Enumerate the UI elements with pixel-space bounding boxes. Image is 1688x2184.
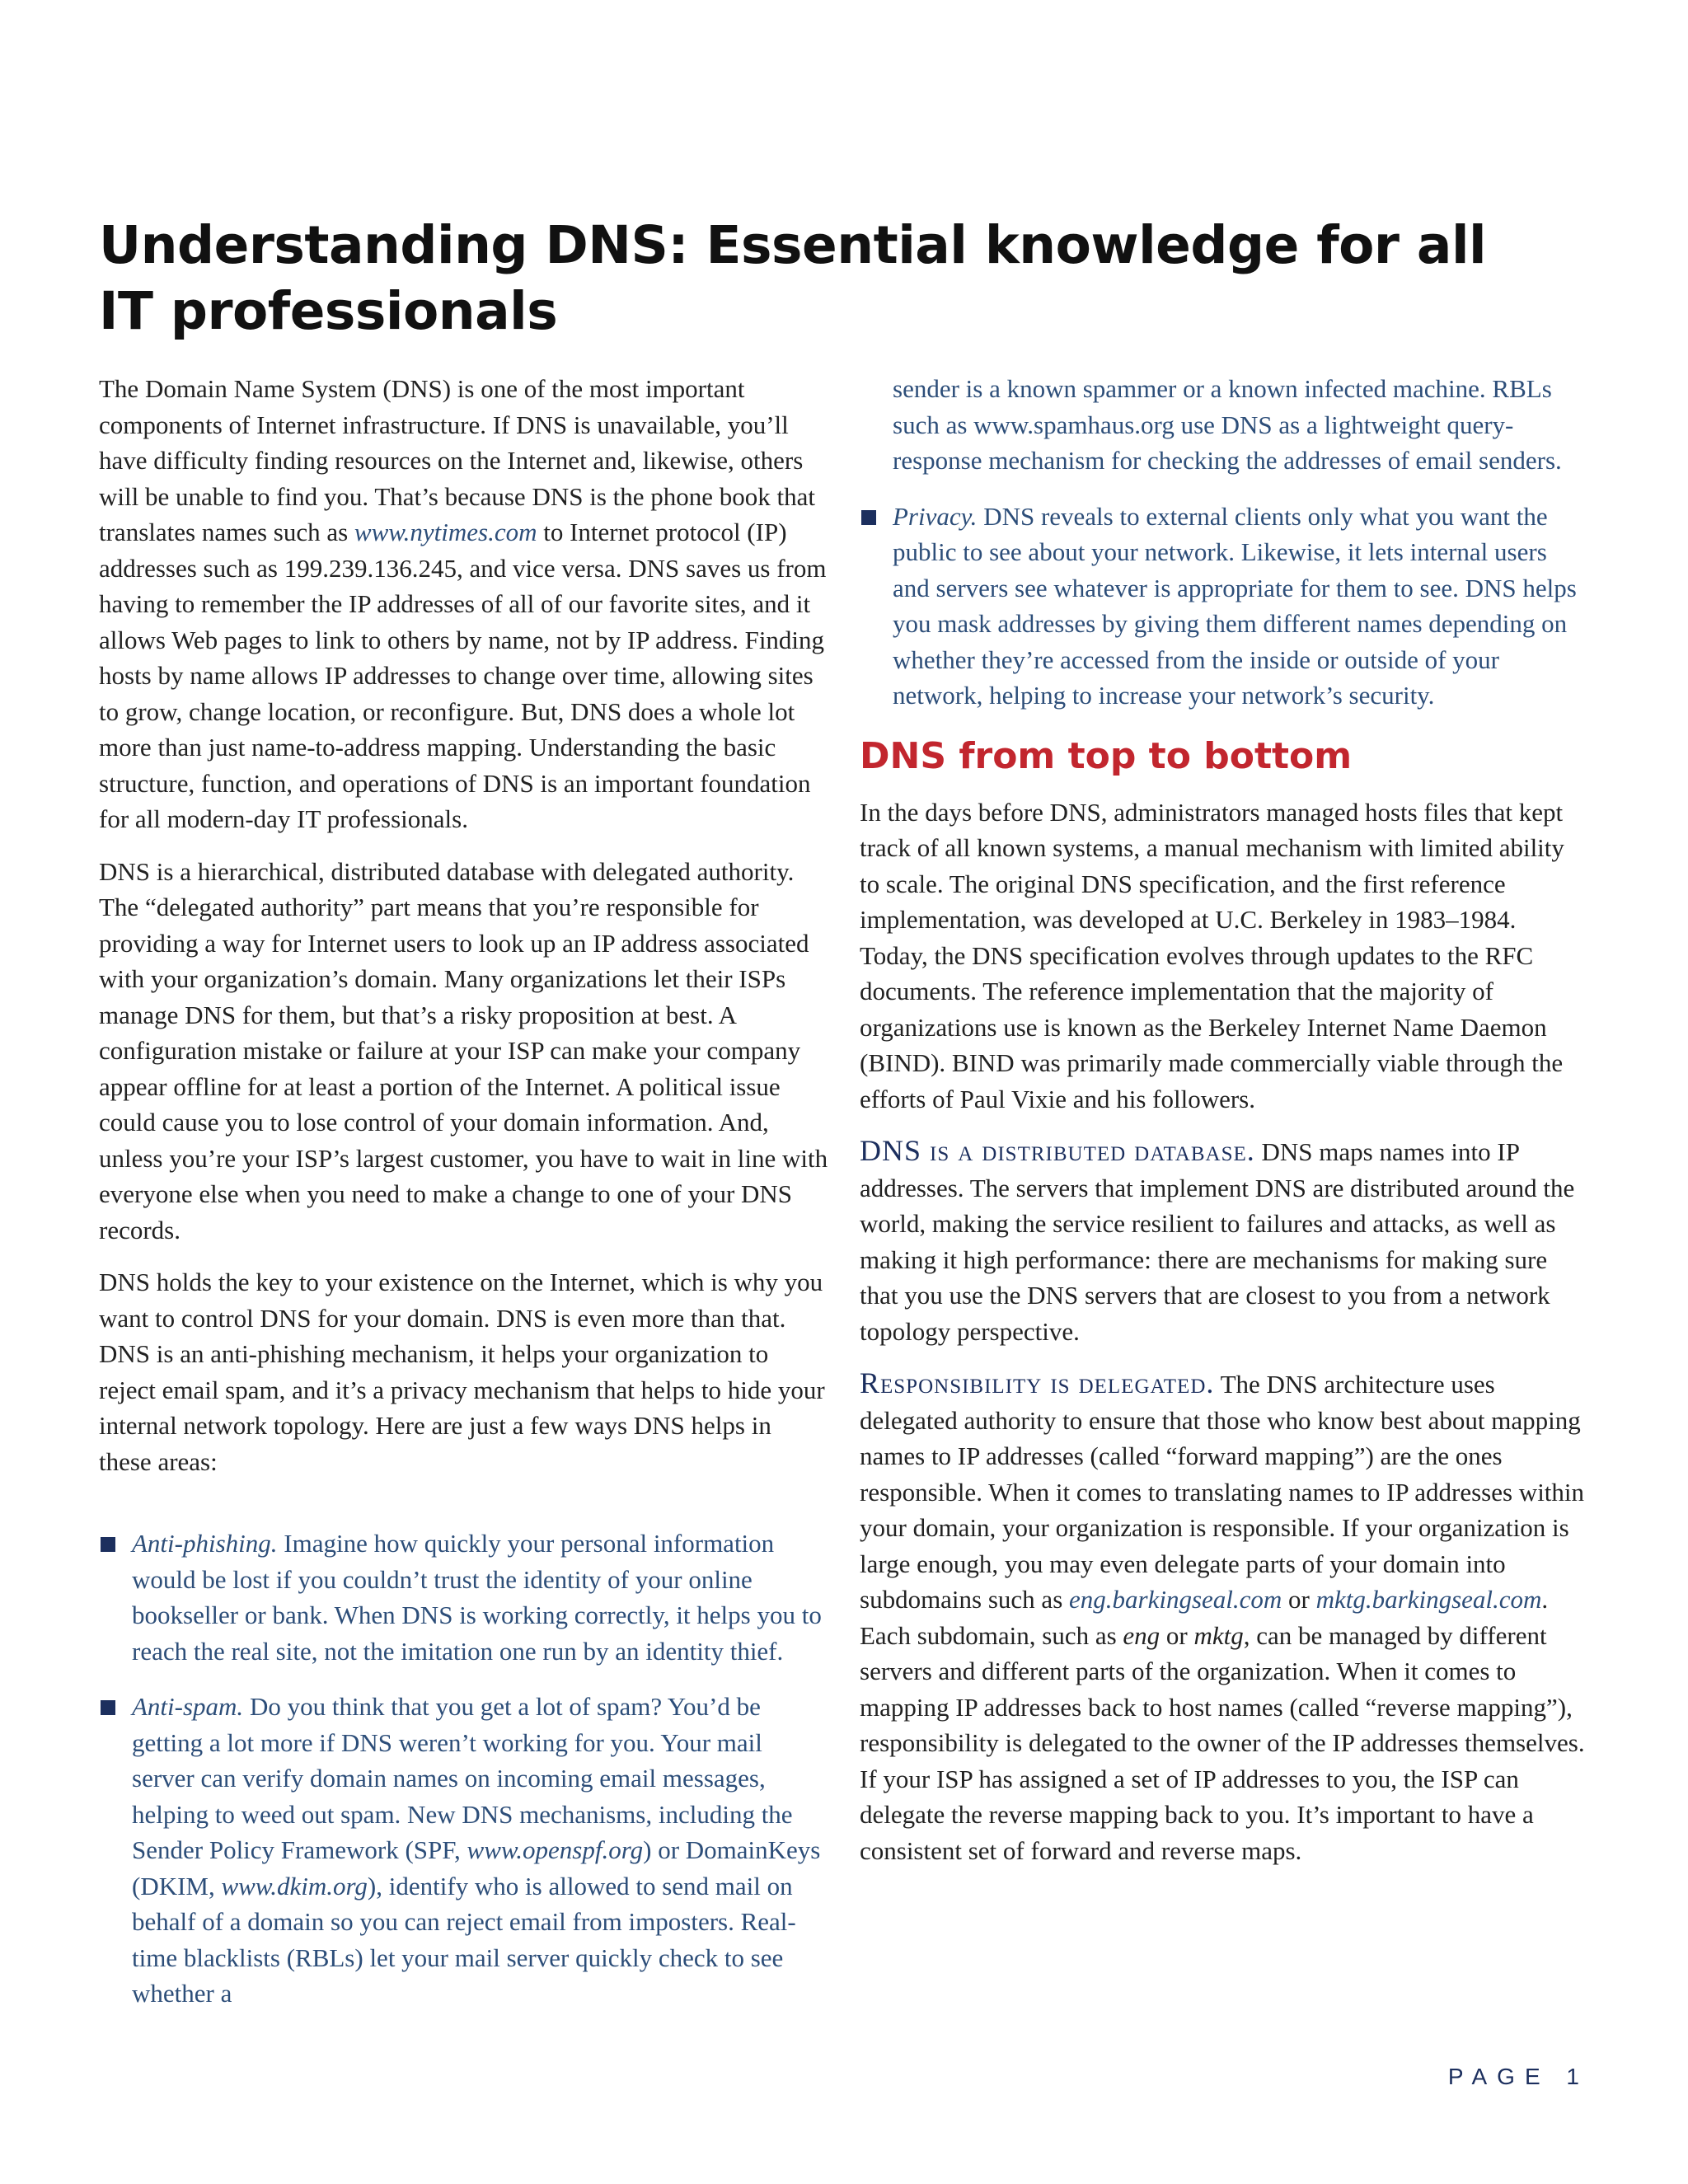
text-run: to Internet protocol (IP) addresses such as 199.239.136.245, and vice versa. DNS saves us from having to remember the IP addresses of all of our favorite sites, and it allows Web pages to link to others by name, not by IP address. Finding hosts by name allows IP addresses to change over time, allowing sites to grow, change location, or reconfigure. But, DNS does a whole lot more than just name-to-address mapping. Understanding the basic structure, function, and operations of DNS is an important foundation for all modern-day IT professionals. — [99, 518, 827, 833]
benefits-list-continued — [860, 499, 1589, 714]
text-run: DNS maps names into IP addresses. The servers that implement DNS are distributed around the world, making the service resilient to failures and attacks, as well as making it high performance: there are mechanisms for making sure that you use the DNS servers that are closest to you from a network topology perspective. — [860, 1137, 1575, 1346]
list-item-privacy — [860, 499, 1589, 714]
text-run: The DNS architecture uses delegated authority to ensure that those who know best about mapping names to IP addresses (called “forward mapping”) are the ones responsible. When it comes to translating names to IP addresses within your domain, your organization is responsible. If your organization is large enough, you may even delegate parts of your domain into subdomains such as — [860, 1370, 1585, 1614]
hierarchy-paragraph: DNS is a hierarchical, distributed database with delegated authority. The “delegated authority” part means that you’re responsible for providing a way for Internet users to look up an IP address associated with your organization’s domain. Many organizations let their ISPs manage DNS for them, but that’s a risky proposition at best. A configuration mistake or failure at your ISP can make your company appear offline for at least a portion of the Internet. A political issue could cause you to lose control of your domain information. And, unless you’re your ISP’s largest customer, you have to wait in line with everyone else when you need to make a change to one of your DNS records. — [99, 856, 828, 1244]
intro-paragraph — [99, 371, 828, 837]
anti-spam-continuation: sender is a known spammer or a known infected machine. RBLs such as www.spamhaus.org use DNS as a lightweight query-response mechanism for checking the addresses of email senders. — [893, 374, 1562, 475]
bullet-label: Anti-phishing. — [132, 1529, 278, 1558]
text-run: The Domain Name System (DNS) is one of the most important components of Internet infrastructure. If DNS is unavailable, you’ll have difficulty finding resources on the Internet and, likewise, others will be unable to find you. That’s because DNS is the phone book that translates names such as — [99, 374, 815, 546]
left-column — [99, 371, 828, 2032]
nytimes-link[interactable]: www.nytimes.com — [354, 518, 537, 546]
openspf-link[interactable]: www.openspf.org — [467, 1835, 644, 1864]
bullet-text: Imagine how quickly your personal information would be lost if you couldn’t trust the identity of your online bookseller or bank. When DNS is working correctly, it helps you to reach the real site, not the imitation one run by an identity thief. — [132, 1529, 822, 1666]
right-column — [860, 371, 1589, 1885]
text-run: eng — [1123, 1620, 1160, 1650]
text-run: or — [1160, 1620, 1194, 1650]
bullet-square-icon — [101, 1537, 115, 1552]
delegation-paragraph — [860, 1366, 1589, 1868]
text-run: mktg — [1193, 1620, 1244, 1650]
list-item-anti-phishing — [99, 1526, 828, 1669]
section-heading: DNS from top to bottom — [860, 734, 1353, 777]
page-number: PAGE 1 — [1447, 2064, 1589, 2089]
bullet-text: Do you think that you get a lot of spam? You’d be getting a lot more if DNS weren’t working for you. Your mail server can verify domain names on incoming email messages, helping to weed out spam. New DNS mechanisms, including the Sender Policy Framework (SPF, — [132, 1692, 793, 1864]
text-run: or — [1282, 1585, 1316, 1614]
existence-paragraph: DNS holds the key to your existence on the Internet, which is why you want to control DNS for your domain. DNS is even more than that. DNS is an anti-phishing mechanism, it helps your organization to reject email spam, and it’s a privacy mechanism that helps to hide your internal network topology. Here are just a few ways DNS helps in these areas: — [99, 1268, 825, 1476]
bullet-label: Privacy. — [893, 501, 978, 531]
mktg-subdomain-link[interactable]: mktg.barkingseal.com — [1315, 1585, 1542, 1614]
distributed-paragraph — [860, 1133, 1589, 1349]
text-run: , can be managed by different servers and different parts of the organization. When it comes to mapping IP addresses back to host names (called “reverse mapping”), responsibility is delegated to the owner of the IP addresses themselves. If your ISP has assigned a set of IP addresses to you, the ISP can delegate the reverse mapping back to you. It’s important to have a consistent set of forward and reverse maps. — [860, 1620, 1585, 1865]
text-run: . Each subdomain, such as — [860, 1585, 1549, 1650]
bullet-square-icon — [861, 510, 876, 525]
benefits-list — [99, 1526, 828, 2012]
bullet-label: Anti-spam. — [132, 1692, 244, 1721]
run-in-heading: DNS is a distributed database. — [860, 1134, 1255, 1167]
bullet-text: DNS reveals to external clients only what you want the public to see about your network. Likewise, it lets internal users and servers see whatever is appropriate for them to see. DNS helps you mask addresses by giving them different names depending on whether they’re accessed from the inside or outside of your network, helping to increase your network’s security. — [893, 501, 1577, 710]
dkim-link[interactable]: www.dkim.org — [221, 1871, 368, 1900]
page-title: Understanding DNS: Essential knowledge for all IT professionals — [99, 215, 1487, 341]
list-item-anti-spam — [99, 1689, 828, 2012]
bullet-text: ), identify who is allowed to send mail on behalf of a domain so you can reject email from imposters. Real-time blacklists (RBLs) let your mail server quickly check to see whether a — [132, 1871, 796, 2008]
run-in-heading: Responsibility is delegated. — [860, 1366, 1215, 1399]
eng-subdomain-link[interactable]: eng.barkingseal.com — [1069, 1585, 1282, 1614]
bullet-text: ) or DomainKeys (DKIM, — [132, 1835, 821, 1900]
history-paragraph: In the days before DNS, administrators managed hosts files that kept track of all known systems, a manual mechanism with limited ability to scale. The original DNS specification, and the first reference implementation, was developed at U.C. Berkeley in 1983–1984. Today, the DNS specification evolves through updates to the RFC documents. The reference implementation that the majority of organizations use is known as the Berkeley Internet Name Daemon (BIND). BIND was primarily made commercially viable through the efforts of Paul Vixie and his followers. — [860, 797, 1564, 1113]
bullet-square-icon — [101, 1700, 115, 1715]
